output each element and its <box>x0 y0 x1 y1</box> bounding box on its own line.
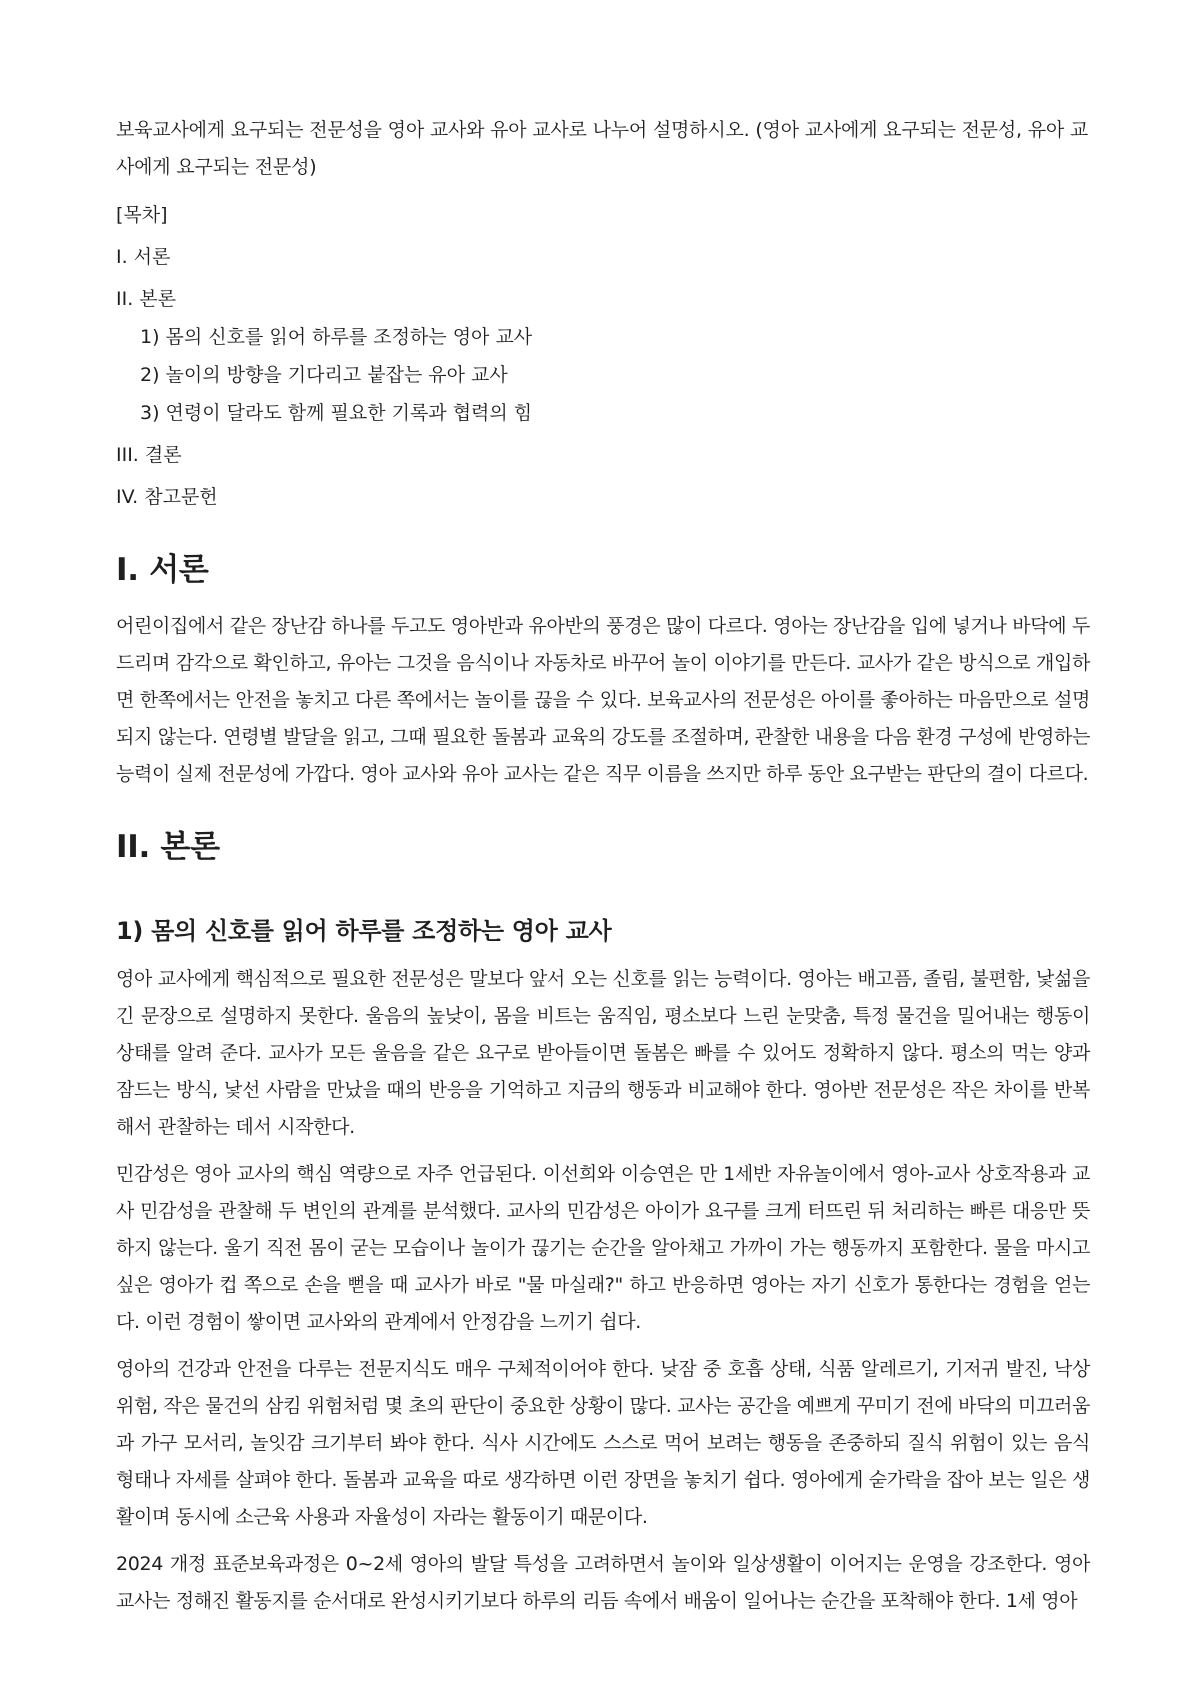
toc-title: [목차] <box>116 204 168 226</box>
toc-list <box>116 238 1090 516</box>
question-prompt: 보육교사에게 요구되는 전문성을 영아 교사와 유아 교사로 나누어 설명하시오. (영아 교사에게 요구되는 전문성, 유아 교사에게 요구되는 전문성) <box>116 119 1089 178</box>
section-1-paragraph-1: 영아 교사에게 핵심적으로 필요한 전문성은 말보다 앞서 오는 신호를 읽는 능력이다. 영아는 배고픔, 졸림, 불편함, 낯섦을 긴 문장으로 설명하지 못한다. 울음의 높낮이, 몸을 비트는 움직임, 평소보다 느린 눈맞춤, 특정 물건을 밀어내는 행동이 상태를 알려 준다. 교사가 모든 울음을 같은 요구로 받아들이면 돌봄은 빠를 수 있어도 정확하지 않다. 평소의 먹는 양과 잠드는 방식, 낯선 사람을 만났을 때의 반응을 기억하고 지금의 행동과 비교해야 한다. 영아반 전문성은 작은 차이를 반복해서 관찰하는 데서 시작한다. <box>116 968 1090 1138</box>
toc-item-body-section-2: 2) 놀이의 방향을 기다리고 붙잡는 유아 교사 <box>140 364 508 386</box>
section-1-paragraph-4: 2024 개정 표준보육과정은 0~2세 영아의 발달 특성을 고려하면서 놀이와 일상생활이 이어지는 운영을 강조한다. 영아 교사는 정해진 활동지를 순서대로 완성시키기보다 하루의 리듬 속에서 배움이 일어나는 순간을 포착해야 한다. 1세 영아 <box>116 1553 1090 1612</box>
toc-item-body: II. 본론 <box>116 288 176 310</box>
toc-item-references: IV. 참고문헌 <box>116 486 218 508</box>
section-1-heading: 1) 몸의 신호를 읽어 하루를 조정하는 영아 교사 <box>116 917 612 945</box>
toc-item-body-section-1: 1) 몸의 신호를 읽어 하루를 조정하는 영아 교사 <box>140 326 533 348</box>
toc-item-body-section-3: 3) 연령이 달라도 함께 필요한 기록과 협력의 힘 <box>140 402 533 424</box>
introduction-heading: I. 서론 <box>116 552 209 588</box>
body-section <box>116 827 1090 1620</box>
body-heading: II. 본론 <box>116 829 220 865</box>
section-1-paragraph-2: 민감성은 영아 교사의 핵심 역량으로 자주 언급된다. 이선희와 이승연은 만 1세반 자유놀이에서 영아-교사 상호작용과 교사 민감성을 관찰해 두 변인의 관계를 분석했다. 교사의 민감성은 아이가 요구를 크게 터뜨린 뒤 처리하는 빠른 대응만 뜻하지 않는다. 울기 직전 몸이 굳는 모습이나 놀이가 끊기는 순간을 알아채고 가까이 가는 행동까지 포함한다. 물을 마시고 싶은 영아가 컵 쪽으로 손을 뻗을 때 교사가 바로 "물 마실래?" 하고 반응하면 영아는 자기 신호가 통한다는 경험을 얻는다. 이런 경험이 쌓이면 교사와의 관계에서 안정감을 느끼기 쉽다. <box>116 1163 1090 1333</box>
section-1-paragraph-3: 영아의 건강과 안전을 다루는 전문지식도 매우 구체적이어야 한다. 낮잠 중 호흡 상태, 식품 알레르기, 기저귀 발진, 낙상 위험, 작은 물건의 삼킴 위험처럼 몇 초의 판단이 중요한 상황이 많다. 교사는 공간을 예쁘게 꾸미기 전에 바닥의 미끄러움과 가구 모서리, 놀잇감 크기부터 봐야 한다. 식사 시간에도 스스로 먹어 보려는 행동을 존중하되 질식 위험이 있는 음식 형태나 자세를 살펴야 한다. 돌봄과 교육을 따로 생각하면 이런 장면을 놓치기 쉽다. 영아에게 숟가락을 잡아 보는 일은 생활이며 동시에 소근육 사용과 자율성이 자라는 활동이기 때문이다. <box>116 1358 1090 1528</box>
introduction-section <box>116 550 1090 793</box>
introduction-paragraph: 어린이집에서 같은 장난감 하나를 두고도 영아반과 유아반의 풍경은 많이 다르다. 영아는 장난감을 입에 넣거나 바닥에 두드리며 감각으로 확인하고, 유아는 그것을 음식이나 자동차로 바꾸어 놀이 이야기를 만든다. 교사가 같은 방식으로 개입하면 한쪽에서는 안전을 놓치고 다른 쪽에서는 놀이를 끊을 수 있다. 보육교사의 전문성은 아이를 좋아하는 마음만으로 설명되지 않는다. 연령별 발달을 읽고, 그때 필요한 돌봄과 교육의 강도를 조절하며, 관찰한 내용을 다음 환경 구성에 반영하는 능력이 실제 전문성에 가깝다. 영아 교사와 유아 교사는 같은 직무 이름을 쓰지만 하루 동안 요구받는 판단의 결이 다르다. <box>116 615 1090 785</box>
table-of-contents <box>116 196 1090 516</box>
toc-item-conclusion: III. 결론 <box>116 444 182 466</box>
toc-item-introduction: I. 서론 <box>116 246 171 268</box>
